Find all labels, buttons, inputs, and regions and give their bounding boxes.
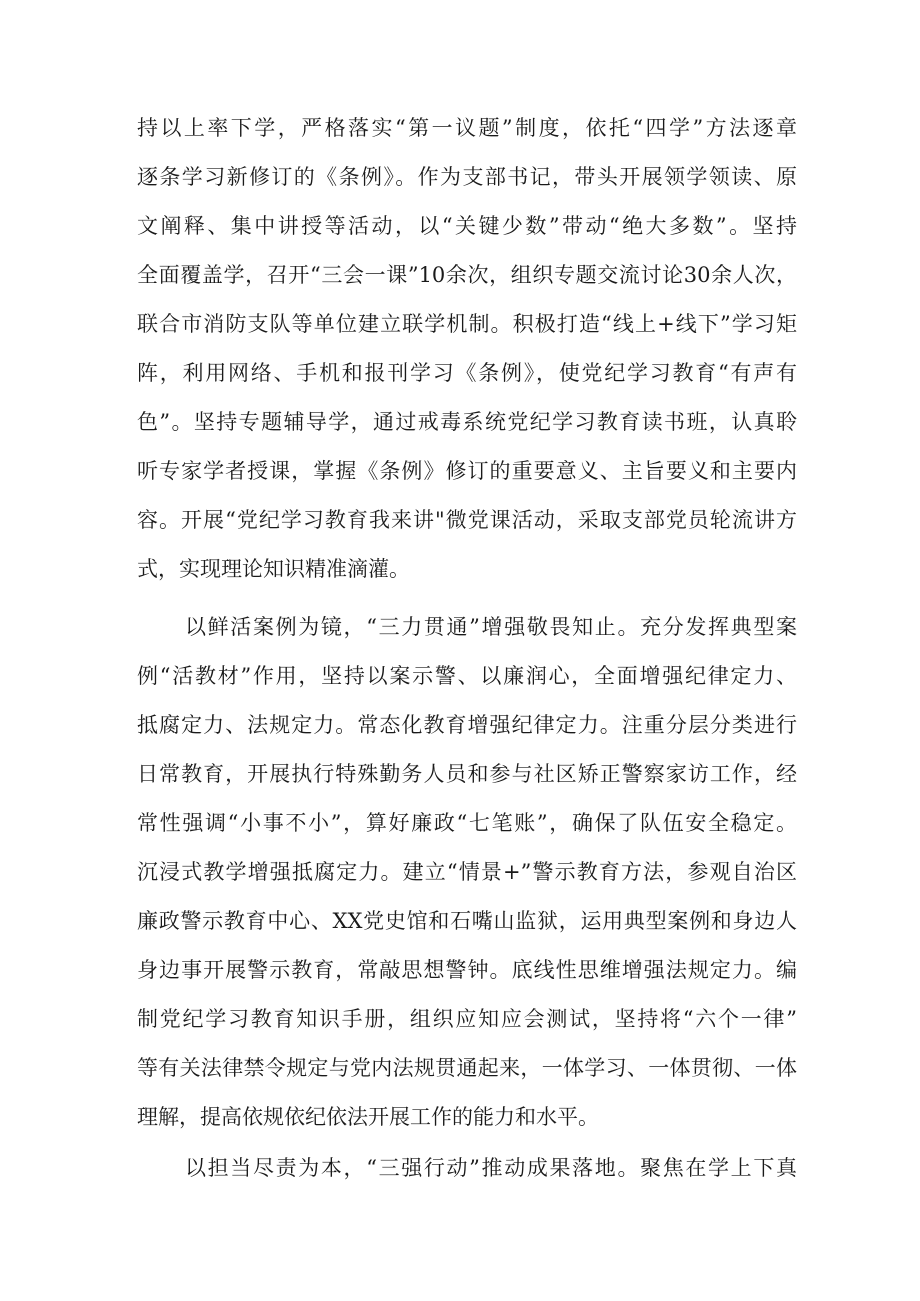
paragraph-line: 全面覆盖学，召开“三会一课”10余次，组织专题交流讨论30余人次， [137, 263, 797, 287]
paragraph-line: 理解，提高依规依纪依法开展工作的能力和水平。 [137, 1105, 599, 1129]
paragraph-line: 抵腐定力、法规定力。常态化教育增强纪律定力。注重分层分类进行 [137, 713, 797, 737]
paragraph-line: 身边事开展警示教育，常敲思想警钟。底线性思维增强法规定力。编 [137, 958, 797, 982]
paragraph-line: 容。开展“党纪学习教育我来讲"微党课活动，采取支部党员轮流讲方 [137, 508, 797, 532]
paragraph-line: 式，实现理论知识精准滴灌。 [137, 557, 410, 581]
paragraph-line: 听专家学者授课，掌握《条例》修订的重要意义、主旨要义和主要内 [137, 459, 797, 483]
paragraph-line: 以鲜活案例为镜，“三力贯通”增强敬畏知止。充分发挥典型案 [185, 615, 797, 639]
paragraph-line: 等有关法律禁令规定与党内法规贯通起来，一体学习、一体贯彻、一体 [137, 1056, 797, 1080]
paragraph-line: 以担当尽责为本，“三强行动”推动成果落地。聚焦在学上下真 [185, 1156, 797, 1180]
paragraph-line: 阵，利用网络、手机和报刊学习《条例》，使党纪学习教育“有声有 [137, 361, 797, 385]
paragraph-line: 廉政警示教育中心、XX党史馆和石嘴山监狱，运用典型案例和身边人 [137, 909, 797, 933]
paragraph-line: 制党纪学习教育知识手册，组织应知应会测试，坚持将“六个一律” [137, 1007, 797, 1031]
paragraph-line: 例“活教材”作用，坚持以案示警、以廉润心，全面增强纪律定力、 [137, 664, 797, 688]
paragraph-line: 文阐释、集中讲授等活动，以“关键少数”带动“绝大多数”。坚持 [137, 214, 797, 238]
paragraph-line: 常性强调“小事不小”，算好廉政“七笔账”，确保了队伍安全稳定。 [137, 811, 797, 835]
paragraph-line: 沉浸式教学增强抵腐定力。建立“情景+”警示教育方法，参观自治区 [137, 860, 797, 884]
paragraph-line: 联合市消防支队等单位建立联学机制。积极打造“线上+线下”学习矩 [137, 312, 797, 336]
paragraph-line: 持以上率下学，严格落实“第一议题”制度，依托“四学”方法逐章 [137, 116, 797, 140]
paragraph-line: 逐条学习新修订的《条例》。作为支部书记，带头开展领学领读、原 [137, 165, 797, 189]
paragraph-line: 日常教育，开展执行特殊勤务人员和参与社区矫正警察家访工作，经 [137, 762, 797, 786]
paragraph-line: 色”。坚持专题辅导学，通过戒毒系统党纪学习教育读书班，认真聆 [137, 410, 797, 434]
